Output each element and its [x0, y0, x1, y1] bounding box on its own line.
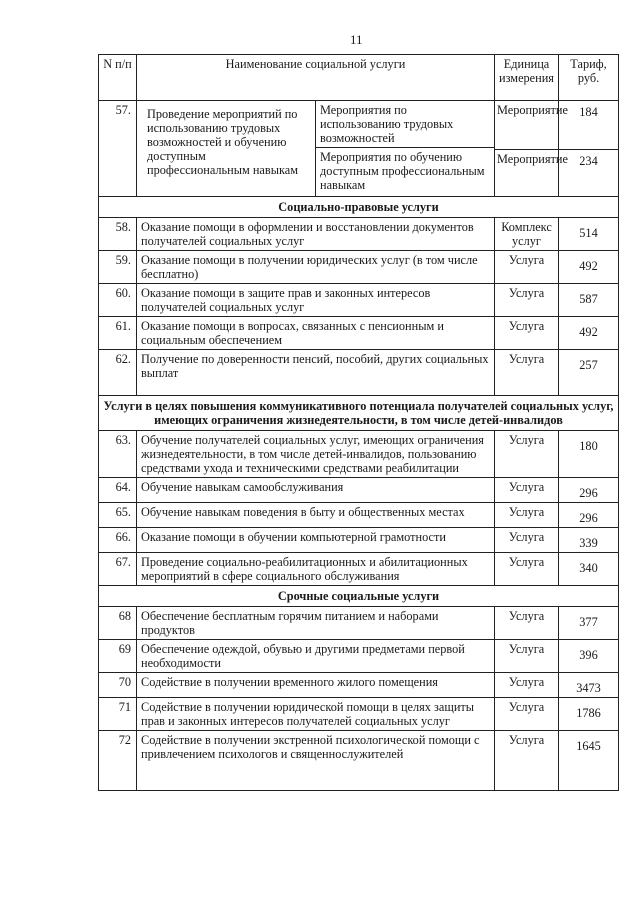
row-number: 65. [99, 503, 137, 528]
row-number: 66. [99, 528, 137, 553]
row-name: Обеспечение одеждой, обувью и другими предметами первой необходимости [137, 640, 495, 673]
header-unit: Единица измерения [495, 55, 559, 101]
subrow-unit: Мероприятие [497, 152, 568, 166]
row-name: Оказание помощи в получении юридических услуг (в том числе бесплатно) [137, 251, 495, 284]
section-title: Социально-правовые услуги [99, 197, 619, 218]
row-number: 72 [99, 731, 137, 791]
row-name: Оказание помощи в обучении компьютерной грамотности [137, 528, 495, 553]
table-row [99, 317, 619, 350]
row-unit: Услуга [495, 640, 559, 673]
row-number: 69 [99, 640, 137, 673]
section-title: Срочные социальные услуги [99, 586, 619, 607]
row-unit: Услуга [495, 251, 559, 284]
row-number: 70 [99, 673, 137, 698]
row-unit: Услуга [495, 607, 559, 640]
subrow-price: 234 [579, 154, 598, 168]
row-name: Оказание помощи в защите прав и законных интересов получателей социальных услуг [137, 284, 495, 317]
row-number: 64. [99, 478, 137, 503]
row-unit: Услуга [495, 350, 559, 396]
row-unit-split [495, 101, 568, 197]
row-price: 1786 [559, 698, 619, 731]
row-name: Получение по доверенности пенсий, пособий, других социальных выплат [137, 350, 495, 396]
row-price: 396 [559, 640, 619, 673]
table-row [99, 553, 619, 586]
row-unit: Услуга [495, 673, 559, 698]
tariff-table [98, 54, 619, 791]
table-row [99, 478, 619, 503]
section-row [99, 197, 619, 218]
table-row [99, 503, 619, 528]
table-row [99, 284, 619, 317]
row-price: 340 [559, 553, 619, 586]
row-unit: Услуга [495, 698, 559, 731]
row-name: Содействие в получении экстренной психологической помощи с привлечением психологов и священнослужителей [137, 731, 495, 791]
row-price: 3473 [559, 673, 619, 698]
row-name: Проведение социально-реабилитационных и абилитационных мероприятий в сфере социального обслуживания [137, 553, 495, 586]
row-price: 296 [559, 503, 619, 528]
row-unit: Комплекс услуг [495, 218, 559, 251]
row-unit: Услуга [495, 284, 559, 317]
row-name: Оказание помощи в оформлении и восстановлении документов получателей социальных услуг [137, 218, 495, 251]
row-number: 57. [99, 101, 137, 197]
row-name: Оказание помощи в вопросах, связанных с пенсионным и социальным обеспечением [137, 317, 495, 350]
row-number: 58. [99, 218, 137, 251]
table-row [99, 731, 619, 791]
row-number: 67. [99, 553, 137, 586]
row-number: 62. [99, 350, 137, 396]
row-number: 68 [99, 607, 137, 640]
section-row [99, 586, 619, 607]
row-number: 63. [99, 431, 137, 478]
table-row [99, 640, 619, 673]
row-price: 587 [559, 284, 619, 317]
subrow-unit: Мероприятие [495, 101, 558, 150]
subrow-price: 184 [559, 101, 618, 150]
table-row [99, 528, 619, 553]
row-name: Содействие в получении временного жилого помещения [137, 673, 495, 698]
table-row [99, 698, 619, 731]
row-unit: Услуга [495, 731, 559, 791]
row-price: 492 [559, 251, 619, 284]
row-main-name: Проведение мероприятий по использованию трудовых возможностей и обучению доступным профессиональным навыкам [147, 107, 298, 177]
table-row [99, 101, 619, 197]
table-row [99, 673, 619, 698]
row-unit: Услуга [495, 503, 559, 528]
row-price: 257 [559, 350, 619, 396]
row-number: 60. [99, 284, 137, 317]
header-tariff: Тариф, руб. [559, 55, 619, 101]
row-unit: Услуга [495, 431, 559, 478]
table-row [99, 251, 619, 284]
row-price: 492 [559, 317, 619, 350]
row-price: 339 [559, 528, 619, 553]
row-unit: Услуга [495, 317, 559, 350]
section-title: Услуги в целях повышения коммуникативного потенциала получателей социальных услуг, имеющих ограничения жизнедеятельности, в том числе детей-инвалидов [99, 396, 619, 431]
table-row [99, 350, 619, 396]
table-row [99, 431, 619, 478]
table-row [99, 607, 619, 640]
row-unit: Услуга [495, 528, 559, 553]
header-name: Наименование социальной услуги [137, 55, 495, 101]
row-name: Содействие в получении юридической помощи в целях защиты прав и законных интересов получателей социальных услуг [137, 698, 495, 731]
row-name-split [137, 101, 495, 197]
row-name: Обучение получателей социальных услуг, имеющих ограничения жизнедеятельности, в том числе детей-инвалидов, пользованию средствами ухода и техническими средствами реабилитации [137, 431, 495, 478]
table-header-row [99, 55, 619, 101]
row-price: 296 [559, 478, 619, 503]
table-row [99, 218, 619, 251]
row-name: Обучение навыкам самообслуживания [137, 478, 495, 503]
subrow-name: Мероприятия по обучению доступным профессиональным навыкам [316, 148, 495, 197]
row-unit: Услуга [495, 478, 559, 503]
header-num: N п/п [99, 55, 137, 101]
row-number: 59. [99, 251, 137, 284]
subrow-name: Мероприятия по использованию трудовых возможностей [316, 101, 495, 148]
row-number: 71 [99, 698, 137, 731]
row-price: 1645 [559, 731, 619, 791]
row-name: Обучение навыкам поведения в быту и общественных местах [137, 503, 495, 528]
row-price: 514 [559, 218, 619, 251]
subrow-table [137, 101, 494, 196]
row-name: Обеспечение бесплатным горячим питанием и наборами продуктов [137, 607, 495, 640]
row-price: 180 [559, 431, 619, 478]
page-number: 11 [350, 32, 363, 47]
row-price: 377 [559, 607, 619, 640]
section-row [99, 396, 619, 431]
row-number: 61. [99, 317, 137, 350]
row-unit: Услуга [495, 553, 559, 586]
